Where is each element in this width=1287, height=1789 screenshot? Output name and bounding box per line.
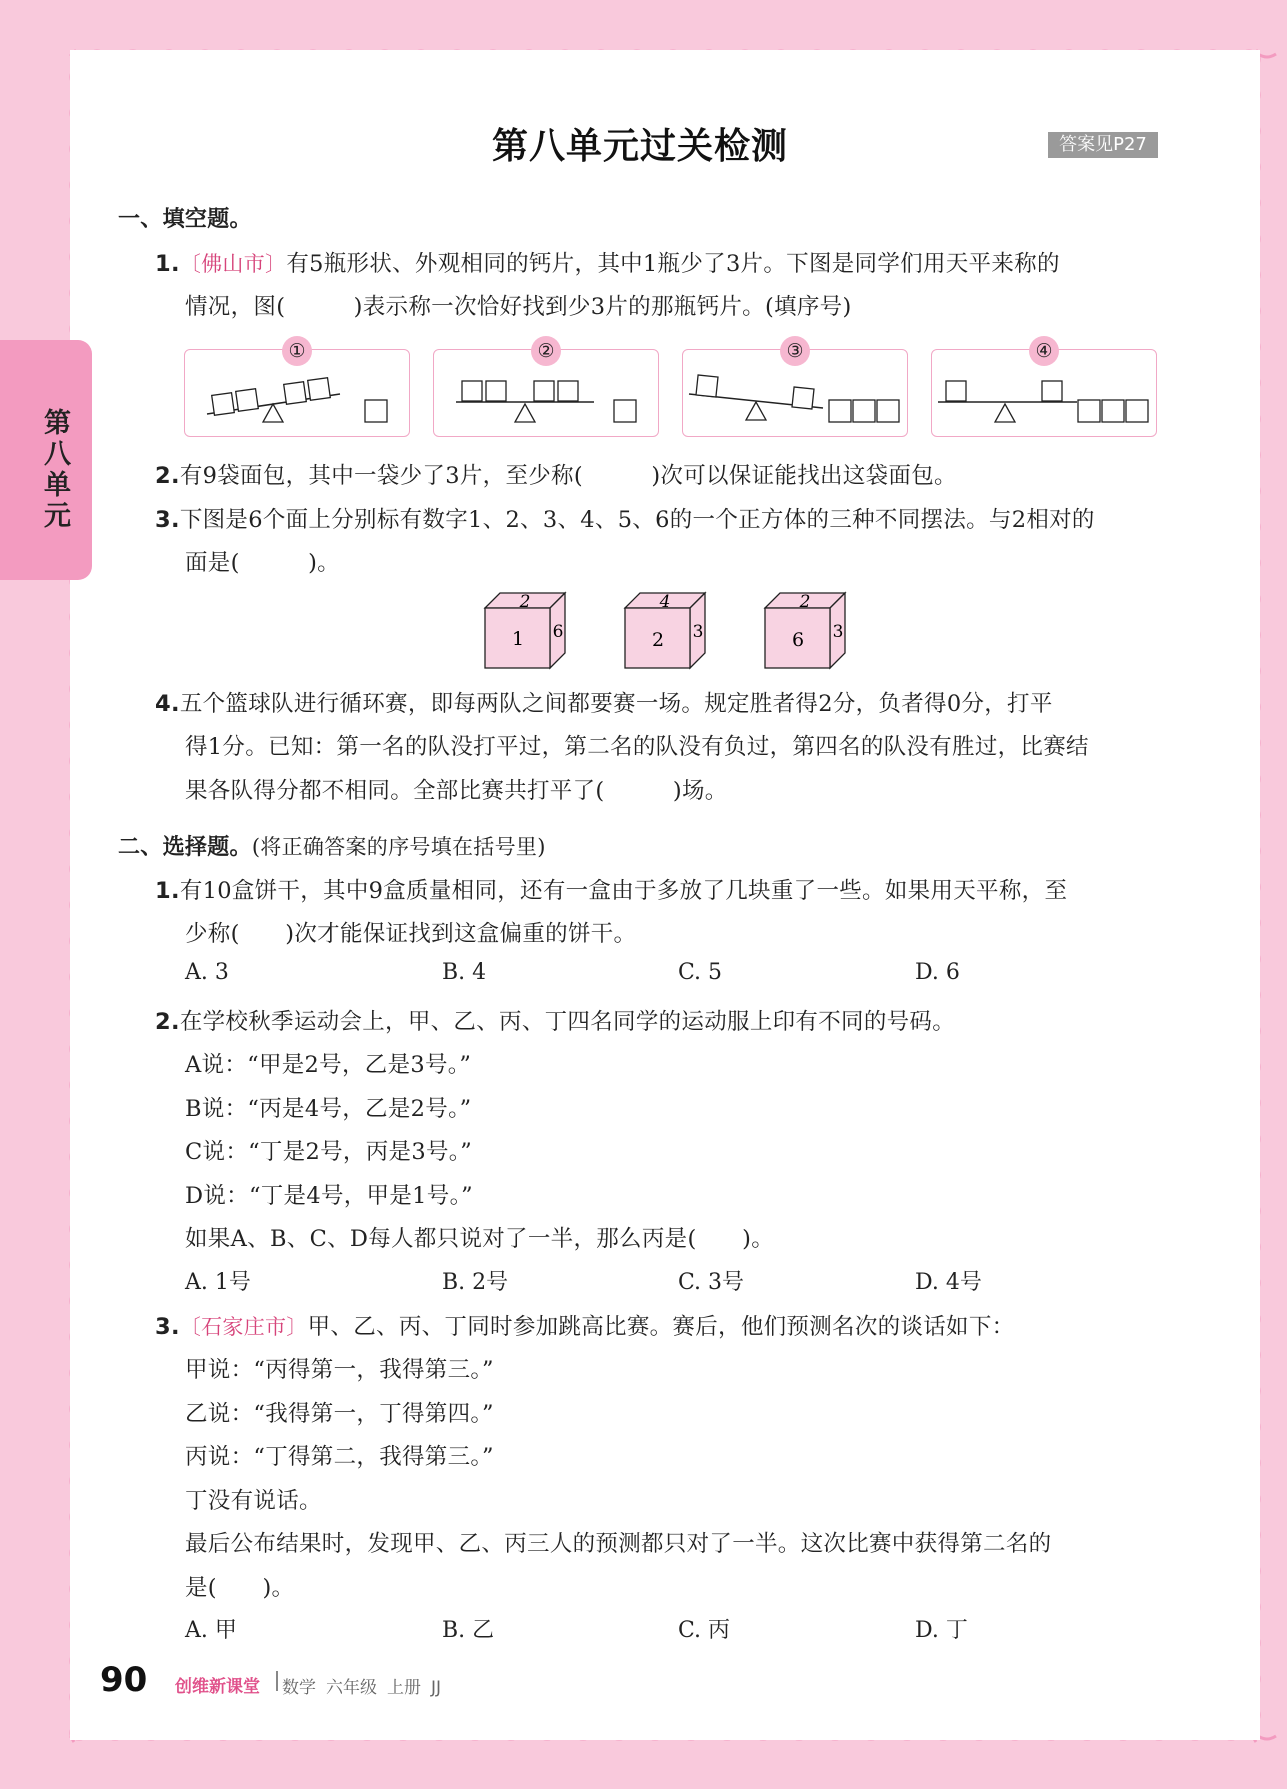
question-1-3-line2: 面是( )。 bbox=[185, 550, 340, 576]
section1-heading: 一、填空题。 bbox=[118, 207, 252, 232]
edition: JJ bbox=[431, 1678, 442, 1698]
figure-label-4: ④ bbox=[1029, 336, 1059, 366]
question-1-4 bbox=[155, 686, 1053, 718]
question-1-1 bbox=[155, 246, 1060, 278]
option-d: D. 4号 bbox=[915, 1270, 982, 1295]
cube-1 bbox=[485, 592, 565, 668]
question-number: 1. bbox=[155, 251, 180, 277]
option-d: D. 丁 bbox=[915, 1618, 968, 1643]
cube-2-top: 4 bbox=[659, 592, 671, 612]
statement-jia: 甲说：“丙得第一，我得第三。” bbox=[185, 1357, 494, 1383]
question-1-4-line3: 果各队得分都不相同。全部比赛共打平了( )场。 bbox=[185, 778, 728, 804]
question-text: 有9袋面包，其中一袋少了3片，至少称( )次可以保证能找出这袋面包。 bbox=[179, 463, 957, 489]
cube-arrangements bbox=[480, 588, 860, 678]
option-b: B. 4 bbox=[442, 960, 487, 985]
grade: 六年级 bbox=[326, 1678, 377, 1698]
brand-name: 创维新课堂 bbox=[175, 1677, 260, 1697]
option-d: D. 6 bbox=[915, 960, 960, 985]
question-2-3-final-line2: 是( )。 bbox=[185, 1575, 295, 1601]
statement-b: B说：“丙是4号，乙是2号。” bbox=[185, 1096, 472, 1122]
question-2-2 bbox=[155, 1004, 955, 1036]
cube-3-top: 2 bbox=[799, 592, 811, 612]
option-c: C. 丙 bbox=[678, 1618, 731, 1643]
statement-yi: 乙说：“我得第一，丁得第四。” bbox=[185, 1401, 494, 1427]
option-b: B. 2号 bbox=[442, 1270, 509, 1295]
cube-1-front: 1 bbox=[511, 628, 525, 650]
question-2-2-ask: 如果A、B、C、D每人都只说对了一半，那么丙是( )。 bbox=[185, 1226, 774, 1252]
option-a: A. 1号 bbox=[185, 1270, 251, 1295]
subject: 数学 bbox=[282, 1678, 316, 1698]
question-text: 在学校秋季运动会上，甲、乙、丙、丁四名同学的运动服上印有不同的号码。 bbox=[179, 1009, 956, 1035]
question-text: 五个篮球队进行循环赛，即每两队之间都要赛一场。规定胜者得2分，负者得0分，打平 bbox=[179, 691, 1053, 717]
book-info bbox=[282, 1673, 451, 1698]
question-number: 3. bbox=[155, 507, 180, 533]
option-a: A. 甲 bbox=[185, 1618, 237, 1643]
cube-3-right: 3 bbox=[832, 622, 844, 642]
question-number: 2. bbox=[155, 1009, 180, 1035]
question-2-3 bbox=[155, 1309, 1014, 1341]
statement-a: A说：“甲是2号，乙是3号。” bbox=[185, 1052, 472, 1078]
question-1-2 bbox=[155, 458, 957, 490]
cube-1-right: 6 bbox=[552, 622, 564, 642]
question-number: 3. bbox=[155, 1314, 180, 1340]
question-1-3 bbox=[155, 502, 1095, 534]
question-1-4-line2: 得1分。已知：第一名的队没打平过，第二名的队没有负过，第四名的队没有胜过，比赛结 bbox=[185, 734, 1089, 760]
cube-2-front: 2 bbox=[651, 629, 665, 651]
question-text: 有5瓶形状、外观相同的钙片，其中1瓶少了3片。下图是同学们用天平来称的 bbox=[286, 251, 1060, 277]
page-number: 90 bbox=[100, 1660, 148, 1700]
option-c: C. 3号 bbox=[678, 1270, 745, 1295]
answer-reference-badge: 答案见P27 bbox=[1048, 132, 1158, 158]
footer-divider bbox=[276, 1671, 278, 1691]
option-c: C. 5 bbox=[678, 960, 723, 985]
question-number: 2. bbox=[155, 463, 180, 489]
side-unit-tab bbox=[0, 340, 92, 580]
page-title: 第八单元过关检测 bbox=[491, 126, 788, 167]
section2-title: 二、选择题。 bbox=[118, 835, 252, 860]
cube-2 bbox=[625, 592, 705, 668]
cube-3-front: 6 bbox=[791, 629, 805, 651]
question-text: 下图是6个面上分别标有数字1、2、3、4、5、6的一个正方体的三种不同摆法。与2相对的 bbox=[179, 507, 1095, 533]
region-tag: 〔佛山市〕 bbox=[179, 252, 287, 276]
side-tab-label: 第八单元 bbox=[44, 408, 71, 532]
question-text: 有10盒饼干，其中9盒质量相同，还有一盒由于多放了几块重了一些。如果用天平称，至 bbox=[179, 878, 1068, 904]
term: 上册 bbox=[387, 1678, 421, 1698]
statement-bing: 丙说：“丁得第二，我得第三。” bbox=[185, 1444, 494, 1470]
figure-label-3: ③ bbox=[780, 336, 810, 366]
region-tag: 〔石家庄市〕 bbox=[179, 1315, 308, 1339]
section2-heading bbox=[118, 830, 546, 861]
figure-label-2: ② bbox=[531, 336, 561, 366]
cube-2-right: 3 bbox=[692, 622, 704, 642]
question-2-1 bbox=[155, 873, 1067, 905]
question-text: 甲、乙、丙、丁同时参加跳高比赛。赛后，他们预测名次的谈话如下： bbox=[307, 1314, 1015, 1340]
statement-c: C说：“丁是2号，丙是3号。” bbox=[185, 1139, 473, 1165]
option-a: A. 3 bbox=[185, 960, 229, 985]
section2-note: (将正确答案的序号填在括号里) bbox=[251, 835, 546, 859]
cube-3 bbox=[765, 592, 845, 668]
cube-1-top: 2 bbox=[519, 592, 531, 612]
question-1-1-line2: 情况，图( )表示称一次恰好找到少3片的那瓶钙片。(填序号) bbox=[185, 294, 852, 320]
option-b: B. 乙 bbox=[442, 1618, 495, 1643]
figure-label-1: ① bbox=[282, 336, 312, 366]
question-number: 1. bbox=[155, 878, 180, 904]
statement-ding: 丁没有说话。 bbox=[185, 1488, 322, 1514]
statement-d: D说：“丁是4号，甲是1号。” bbox=[185, 1183, 473, 1209]
question-2-1-line2: 少称( )次才能保证找到这盒偏重的饼干。 bbox=[185, 921, 637, 947]
question-number: 4. bbox=[155, 691, 180, 717]
question-2-3-final: 最后公布结果时，发现甲、乙、丙三人的预测都只对了一半。这次比赛中获得第二名的 bbox=[185, 1531, 1052, 1557]
